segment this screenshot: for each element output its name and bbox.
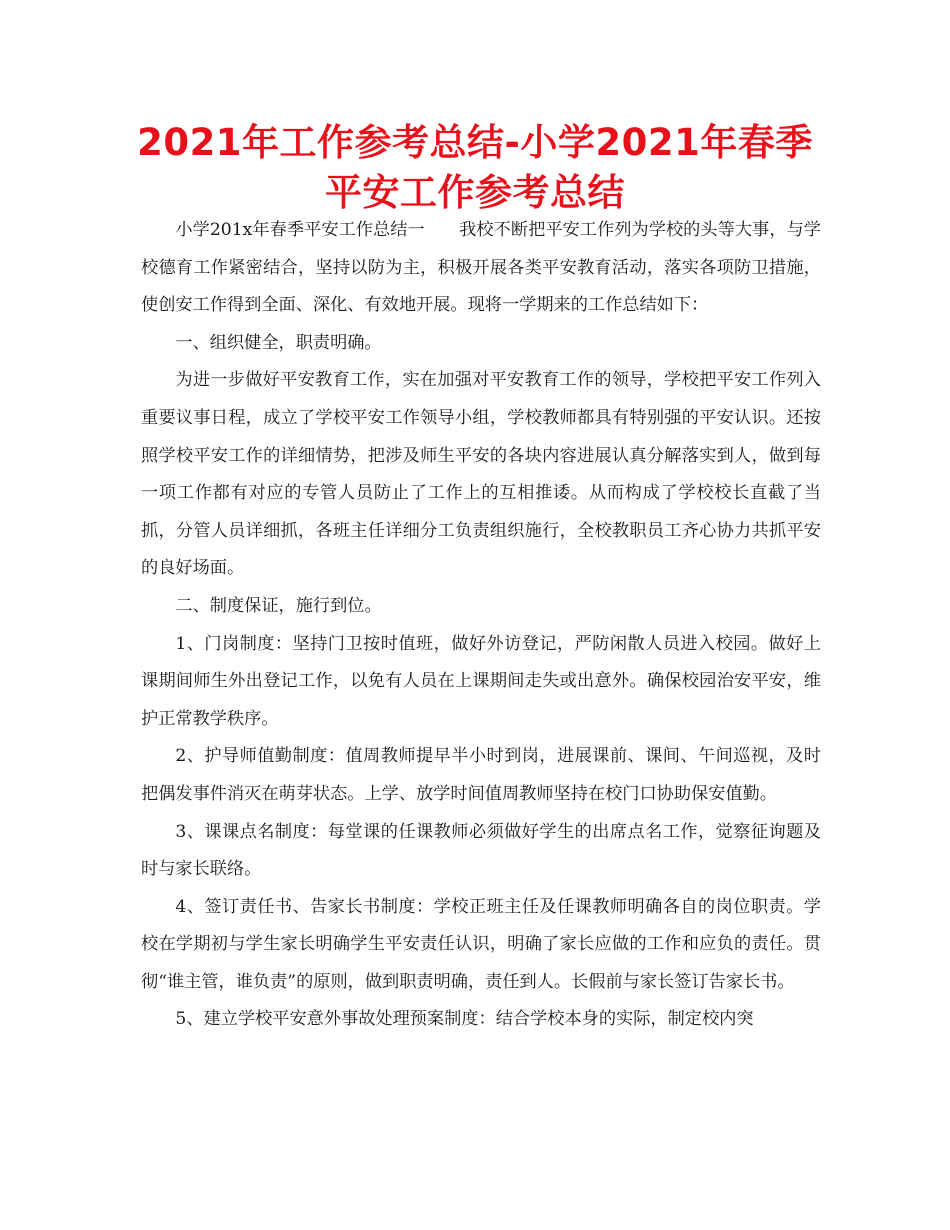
paragraph-roll-call: 3、课课点名制度：每堂课的任课教师必须做好学生的出席点名工作，觉察征询题及时与家长联络。: [141, 821, 821, 880]
paragraph-gate-system: 1、门岗制度：坚持门卫按时值班，做好外访登记，严防闲散人员进入校园。做好上课期间师生外出登记工作，以免有人员在上课期间走失或出意外。确保校园治安平安，维护正常教学秩序。: [141, 633, 821, 729]
paragraph-emergency-plan: 5、建立学校平安意外事故处理预案制度：结合学校本身的实际，制定校内突: [175, 1009, 754, 1030]
section-heading-1: 一、组织健全，职责明确。: [175, 332, 382, 353]
document-body: [141, 212, 821, 1039]
paragraph-organization: 为进一步做好平安教育工作，实在加强对平安教育工作的领导，学校把平安工作列入重要议事日程，成立了学校平安工作领导小组，学校教师都具有特别强的平安认识。还按照学校平安工作的详细情势，把涉及师生平安的各块内容进展认真分解落实到人，做到每一项工作都有对应的专管人员防止了工作上的互相推诿。从而构成了学校校长直截了当抓，分管人员详细抓，各班主任详细分工负责组织施行，全校教职员工齐心协力共抓平安的良好场面。: [141, 370, 821, 579]
document-title: 2021年工作参考总结-小学2021年春季平安工作参考总结: [137, 121, 813, 214]
paragraph-intro: 小学201x年春季平安工作总结一 我校不断把平安工作列为学校的头等大事，与学校德育工作紧密结合，坚持以防为主，积极开展各类平安教育活动，落实各项防卫措施，使创安工作得到全面、深化、有效地开展。现将一学期来的工作总结如下：: [141, 220, 821, 316]
paragraph-duty-system: 2、护导师值勤制度：值周教师提早半小时到岗，进展课前、课间、午间巡视，及时把偶发事件消灭在萌芽状态。上学、放学时间值周教师坚持在校门口协助保安值勤。: [141, 746, 821, 804]
section-heading-2: 二、制度保证，施行到位。: [175, 595, 382, 616]
paragraph-responsibility: 4、签订责任书、告家长书制度：学校正班主任及任课教师明确各自的岗位职责。学校在学期初与学生家长明确学生平安责任认识，明确了家长应做的工作和应负的责任。贯彻“谁主管，谁负责”的原则，做到职责明确，责任到人。长假前与家长签订告家长书。: [141, 896, 821, 992]
